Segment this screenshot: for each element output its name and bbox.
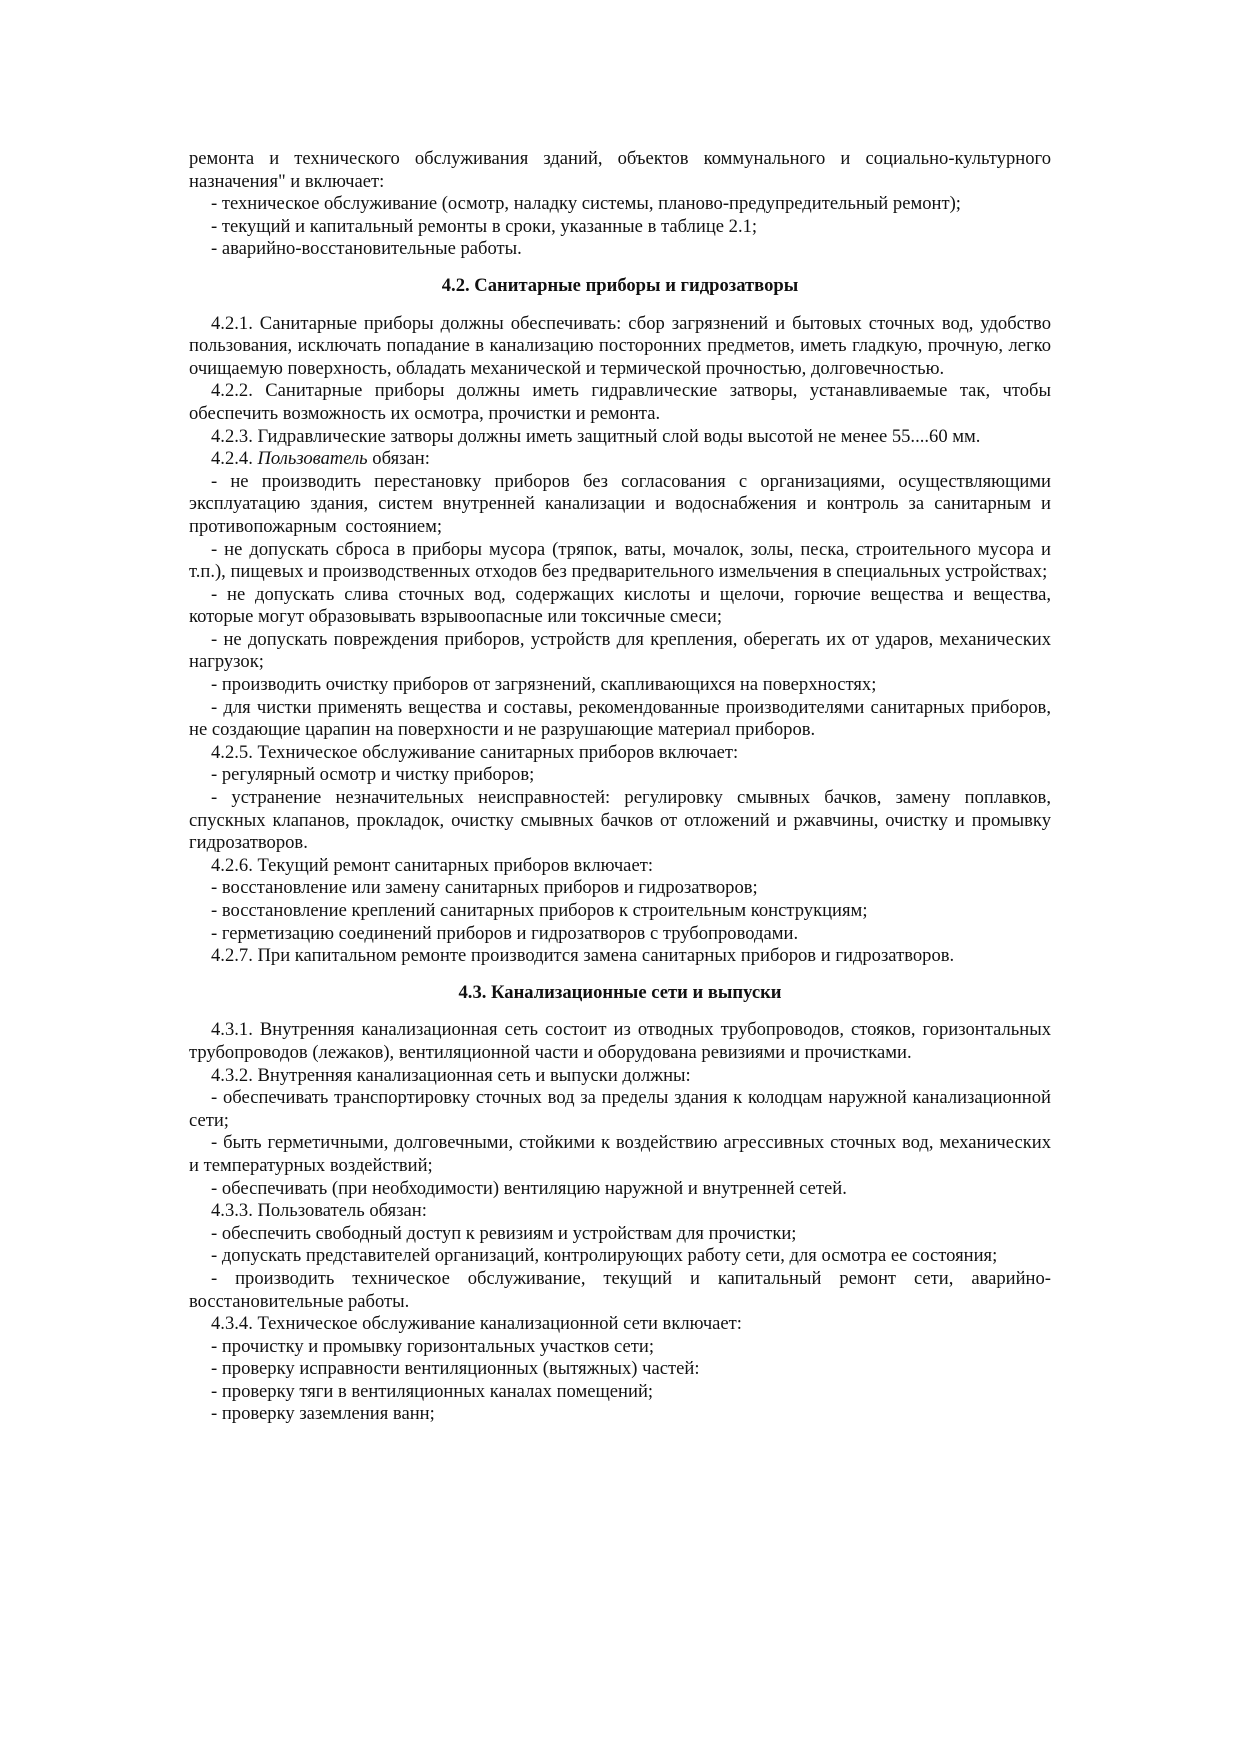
section-heading-4-3: 4.3. Канализационные сети и выпуски — [458, 981, 782, 1003]
intro-item: - техническое обслуживание (осмотр, наладку системы, планово-предупредительный ремонт); — [211, 193, 961, 215]
duty-item: - допускать представителей организаций, контролирующих работу сети, для осмотра ее состояния; — [211, 1245, 998, 1267]
requirement-item: - быть герметичными, долговечными, стойкими к воздействию агрессивных сточных вод, механических и температурных воздействий; — [189, 1132, 1051, 1176]
paragraph-4-2-7: 4.2.7. При капитальном ремонте производится замена санитарных приборов и гидрозатворов. — [211, 945, 955, 967]
requirement-item: - обеспечивать (при необходимости) вентиляцию наружной и внутренней сетей. — [211, 1177, 847, 1199]
paragraph-4-2-4 — [189, 448, 1051, 471]
duty-item: - не допускать повреждения приборов, устройств для крепления, оберегать их от ударов, механических нагрузок; — [189, 628, 1051, 673]
duty-item: - не допускать слива сточных вод, содержащих кислоты и щелочи, горючие вещества и вещества, которые могут образовывать взрывоопасные или токсичные смеси; — [189, 583, 1051, 628]
duty-item: - производить техническое обслуживание, текущий и капитальный ремонт сети, аварийно-восстановительные работы. — [189, 1267, 1051, 1312]
paragraph-4-2-5: 4.2.5. Техническое обслуживание санитарных приборов включает: — [211, 741, 739, 763]
duty-item: - не допускать сброса в приборы мусора (тряпок, ваты, мочалок, золы, песка, строительного мусора и т.п.), пищевых и производственных отходов без предварительного измельчения в специальных устройствах; — [189, 538, 1051, 583]
maintenance-item: - проверку заземления ванн; — [211, 1403, 435, 1425]
paragraph-4-2-4-italic: Пользователь — [257, 448, 368, 470]
paragraph-4-3-1: 4.3.1. Внутренняя канализационная сеть состоит из отводных трубопроводов, стояков, горизонтальных трубопроводов (лежаков), вентиляционной части и оборудована ревизиями и прочистками. — [189, 1019, 1051, 1063]
duty-item: - производить очистку приборов от загрязнений, скапливающихся на поверхностях; — [211, 674, 877, 696]
duty-item: - не производить перестановку приборов без согласования с организациями, осуществляющими эксплуатацию здания, систем внутренней канализации и водоснабжения и контроль за санитарным и противопожарным состоянием; — [189, 470, 1051, 537]
duty-item: - для чистки применять вещества и составы, рекомендованные производителями санитарных приборов, не создающие царапин на поверхности и не разрушающие материал приборов. — [189, 696, 1051, 741]
paragraph-4-2-4-prefix: 4.2.4. — [211, 448, 258, 470]
intro-item: - аварийно-восстановительные работы. — [211, 238, 522, 260]
requirement-item: - обеспечивать транспортировку сточных вод за пределы здания к колодцам наружной канализационной сети; — [189, 1087, 1051, 1131]
section-heading-4-2: 4.2. Санитарные приборы и гидрозатворы — [441, 274, 799, 296]
paragraph-4-2-6: 4.2.6. Текущий ремонт санитарных приборов включает: — [211, 854, 653, 876]
paragraph-4-3-2: 4.3.2. Внутренняя канализационная сеть и выпуски должны: — [211, 1064, 691, 1086]
intro-paragraph: ремонта и технического обслуживания зданий, объектов коммунального и социально-культурного назначения" и включает: — [189, 148, 1051, 192]
paragraph-4-2-4-suffix: обязан: — [367, 448, 430, 470]
repair-item: - восстановление креплений санитарных приборов к строительным конструкциям; — [211, 900, 868, 921]
paragraph-4-2-3: 4.2.3. Гидравлические затворы должны иметь защитный слой воды высотой не менее 55....60 мм. — [211, 425, 981, 447]
repair-item: - герметизацию соединений приборов и гидрозатворов с трубопроводами. — [211, 922, 799, 944]
repair-item: - восстановление или замену санитарных приборов и гидрозатворов; — [211, 877, 758, 899]
maintenance-item: - устранение незначительных неисправностей: регулировку смывных бачков, замену поплавков, спускных клапанов, прокладок, очистку смывных бачков от отложений и ржавчины, очистку и промывку гидрозатворов. — [189, 787, 1051, 854]
maintenance-item: - проверку исправности вентиляционных (вытяжных) частей: — [211, 1358, 700, 1380]
paragraph-4-3-3: 4.3.3. Пользователь обязан: — [211, 1200, 427, 1222]
paragraph-4-3-4: 4.3.4. Техническое обслуживание канализационной сети включает: — [211, 1313, 742, 1335]
maintenance-item: - прочистку и промывку горизонтальных участков сети; — [211, 1335, 655, 1357]
paragraph-4-2-1: 4.2.1. Санитарные приборы должны обеспечивать: сбор загрязнений и бытовых сточных вод, удобство пользования, исключать попадание в канализацию посторонних предметов, иметь гладкую, прочную, легко очищаемую поверхность, обладать механической и термической прочностью, долговечностью. — [189, 312, 1051, 379]
maintenance-item: - регулярный осмотр и чистку приборов; — [211, 764, 535, 786]
document-page — [189, 148, 1051, 1426]
intro-item: - текущий и капитальный ремонты в сроки, указанные в таблице 2.1; — [211, 215, 758, 237]
maintenance-item: - проверку тяги в вентиляционных каналах помещений; — [211, 1380, 654, 1402]
paragraph-4-2-2: 4.2.2. Санитарные приборы должны иметь гидравлические затворы, устанавливаемые так, чтобы обеспечить возможность их осмотра, прочистки и ремонта. — [189, 380, 1051, 424]
duty-item: - обеспечить свободный доступ к ревизиям и устройствам для прочистки; — [211, 1222, 797, 1244]
